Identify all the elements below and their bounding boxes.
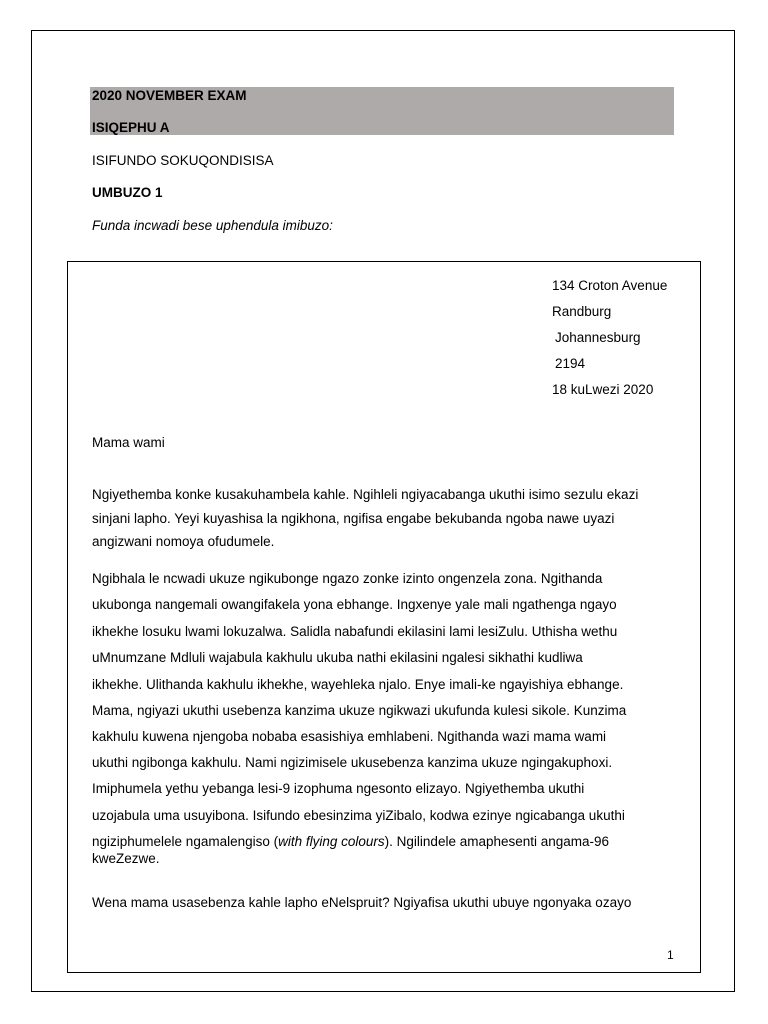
subject-title: ISIFUNDO SOKUQONDISISA: [92, 153, 274, 168]
letter-date: 18 kuLwezi 2020: [552, 382, 654, 397]
paragraph-line: [92, 834, 609, 850]
address-line: Randburg: [552, 304, 612, 319]
paragraph-line: ikhekhe losuku lwami lokuzalwa. Salidla nabafundi ekilasini lami lesiZulu. Uthisha wethu: [92, 624, 618, 639]
instruction: Funda incwadi bese uphendula imibuzo:: [92, 218, 333, 233]
paragraph-line: Imiphumela yethu yebanga lesi-9 izophuma ngesonto elizayo. Ngiyethemba ukuthi: [92, 781, 585, 796]
italic-phrase: with flying colours: [278, 834, 385, 849]
exam-title: 2020 NOVEMBER EXAM: [92, 88, 247, 103]
paragraph-line: Ngibhala le ncwadi ukuze ngikubonge ngazo zonke izinto ongenzela zona. Ngithanda: [92, 571, 603, 586]
paragraph-line: angizwani nomoya ofudumele.: [92, 534, 275, 549]
paragraph-line: kweZezwe.: [92, 851, 160, 866]
letter-box: [67, 261, 701, 973]
section-title: ISIQEPHU A: [92, 120, 170, 135]
salutation: Mama wami: [92, 435, 165, 450]
paragraph-line: ukuthi ngibonga kakhulu. Nami ngizimisele ukusebenza kanzima ukuze ngingakuphoxi.: [92, 755, 613, 770]
address-line: Johannesburg: [555, 330, 641, 345]
address-line: 2194: [555, 356, 586, 371]
address-line: 134 Croton Avenue: [552, 278, 668, 293]
paragraph-line: ukubonga nangemali owangifakela yona ebhange. Ingxenye yale mali ngathenga ngayo: [92, 597, 617, 612]
paragraph-line: ikhekhe. Ulithanda kakhulu ikhekhe, wayehleka njalo. Enye imali-ke ngayishiya ebhange.: [92, 677, 624, 692]
page-number: 1: [667, 948, 674, 962]
paragraph-line: Mama, ngiyazi ukuthi usebenza kanzima ukuze ngikwazi ukufunda kulesi sikole. Kunzima: [92, 703, 627, 718]
question-title: UMBUZO 1: [92, 185, 163, 200]
paragraph-line: Ngiyethemba konke kusakuhambela kahle. Ngihleli ngiyacabanga ukuthi isimo sezulu ekazi: [92, 487, 639, 502]
paragraph-line: kakhulu kuwena njengoba nobaba esasishiya emhlabeni. Ngithanda wazi mama wami: [92, 729, 607, 744]
paragraph-line: uMnumzane Mdluli wajabula kakhulu ukuba nathi ekilasini ngalesi sikhathi kudliwa: [92, 650, 583, 665]
paragraph-line: sinjani lapho. Yeyi kuyashisa la ngikhona, ngifisa engabe bekubanda ngoba nawe uyazi: [92, 511, 615, 526]
text-segment: ngiziphumelele ngamalengiso (: [92, 834, 279, 849]
text-segment: ). Ngilindele amaphesenti angama-96: [384, 834, 610, 849]
paragraph-line: Wena mama usasebenza kahle lapho eNelspruit? Ngiyafisa ukuthi ubuye ngonyaka ozayo: [92, 895, 632, 910]
paragraph-line: uzojabula uma usuyibona. Isifundo ebesinzima yiZibalo, kodwa ezinye ngicabanga ukuthi: [92, 808, 625, 823]
